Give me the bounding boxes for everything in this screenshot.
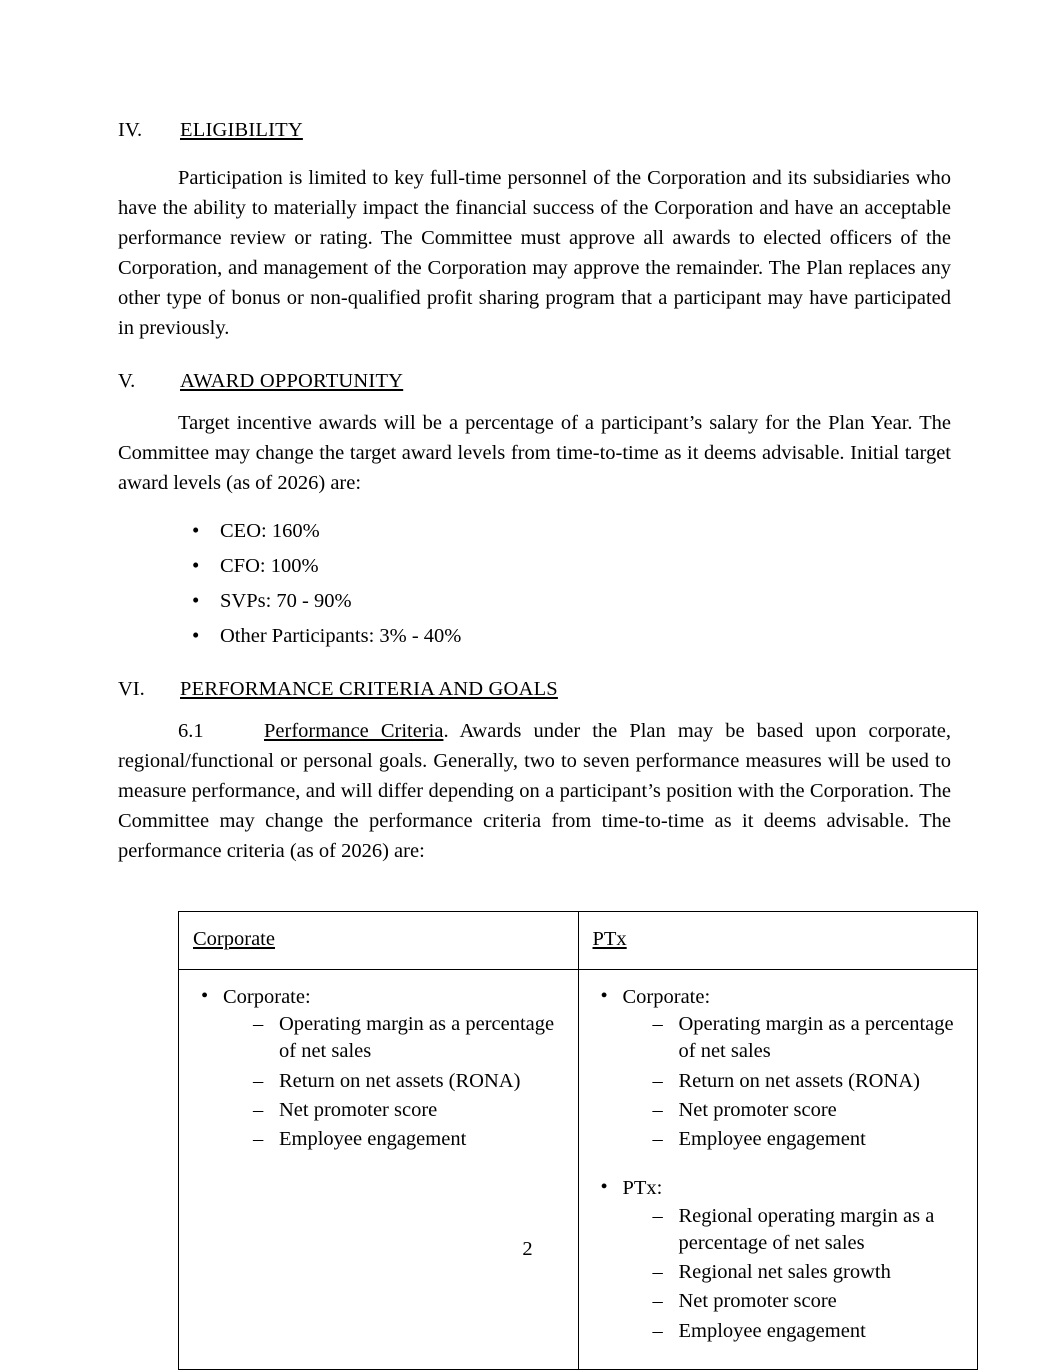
subsection-title: Performance Criteria — [264, 719, 444, 742]
performance-criteria-paragraph — [118, 716, 951, 867]
corporate-criteria-list — [193, 984, 564, 1154]
list-item: – Employee engagement — [249, 1126, 564, 1153]
ptx-corporate-sublist — [623, 1011, 964, 1153]
list-spacer — [593, 1155, 964, 1175]
eligibility-paragraph: Participation is limited to key full-time personnel of the Corporation and its subsidiaries who have the ability to materially impact the financial success of the Corporation and have an acceptable performance review or rating. The Committee must approve all awards to elected officers of the Corporation, and management of the Corporation may approve the remainder. The Plan replaces any other type of bonus or non-qualified profit sharing program that a participant may have participated in previously. — [118, 166, 951, 340]
group-label: Corporate: — [622, 985, 711, 1008]
award-target-levels-list — [118, 516, 951, 651]
list-item: – Return on net assets (RONA) — [249, 1068, 564, 1095]
list-item: – Return on net assets (RONA) — [649, 1068, 964, 1095]
list-item: – Employee engagement — [649, 1126, 964, 1153]
list-item: • SVPs: 70 - 90% — [184, 586, 951, 617]
list-item: – Net promoter score — [249, 1097, 564, 1124]
ptx-criteria-list — [593, 984, 964, 1345]
section-number: IV. — [118, 119, 143, 141]
ptx-regional-sublist — [623, 1203, 964, 1345]
section-title: PERFORMANCE CRITERIA AND GOALS — [180, 678, 558, 701]
column-header-label: Corporate — [193, 927, 275, 950]
list-item: – Operating margin as a percentage of net sales — [249, 1011, 564, 1066]
list-item: • Other Participants: 3% - 40% — [184, 621, 951, 652]
list-item-group-label — [193, 984, 564, 1154]
group-label: PTx: — [622, 1177, 663, 1200]
section-title: ELIGIBILITY — [180, 119, 303, 141]
section-number: V. — [118, 370, 136, 393]
subsection-number: 6.1 — [178, 719, 204, 742]
table-row — [179, 969, 978, 1369]
page-number: 2 — [522, 1238, 533, 1260]
section-heading-award-opportunity — [118, 369, 951, 394]
list-item-group-label — [593, 984, 964, 1154]
list-item: • CFO: 100% — [184, 551, 951, 582]
performance-criteria-table — [178, 911, 978, 1370]
table-header-cell-ptx — [578, 911, 978, 969]
table-header-cell-corporate — [179, 911, 579, 969]
section-heading-performance-criteria-goals — [118, 677, 951, 702]
section-number: VI. — [118, 678, 145, 701]
list-item: • CEO: 160% — [184, 516, 951, 547]
group-label: Corporate: — [223, 985, 311, 1008]
section-title: AWARD OPPORTUNITY — [180, 370, 404, 393]
list-item: – Employee engagement — [649, 1318, 964, 1345]
table-cell-corporate-criteria — [179, 969, 579, 1369]
table-cell-ptx-criteria — [578, 969, 978, 1369]
list-item: – Net promoter score — [649, 1097, 964, 1124]
list-item: – Operating margin as a percentage of net sales — [649, 1011, 964, 1066]
table-row — [179, 911, 978, 969]
list-item: – Regional operating margin as a percentage of net sales — [649, 1203, 964, 1258]
list-item: – Regional net sales growth — [649, 1259, 964, 1286]
list-item: – Net promoter score — [649, 1288, 964, 1315]
performance-criteria-body: . Awards under the Plan may be based upon corporate, regional/functional or personal goals. Generally, two to seven performance measures will be used to measure performance, and will differ depending on a participant’s position with the Corporation. The Committee may change the performance criteria from time-to-time as it deems advisable. The performance criteria (as of 2026) are: — [118, 719, 952, 863]
section-heading-eligibility — [118, 118, 951, 143]
corporate-criteria-sublist — [223, 1011, 564, 1153]
column-header-label: PTx — [592, 927, 627, 950]
award-opportunity-paragraph: Target incentive awards will be a percentage of a participant’s salary for the Plan Year. The Committee may change the target award levels from time-to-time as it deems advisable. Initial target award levels (as of 2026) are: — [118, 411, 951, 495]
